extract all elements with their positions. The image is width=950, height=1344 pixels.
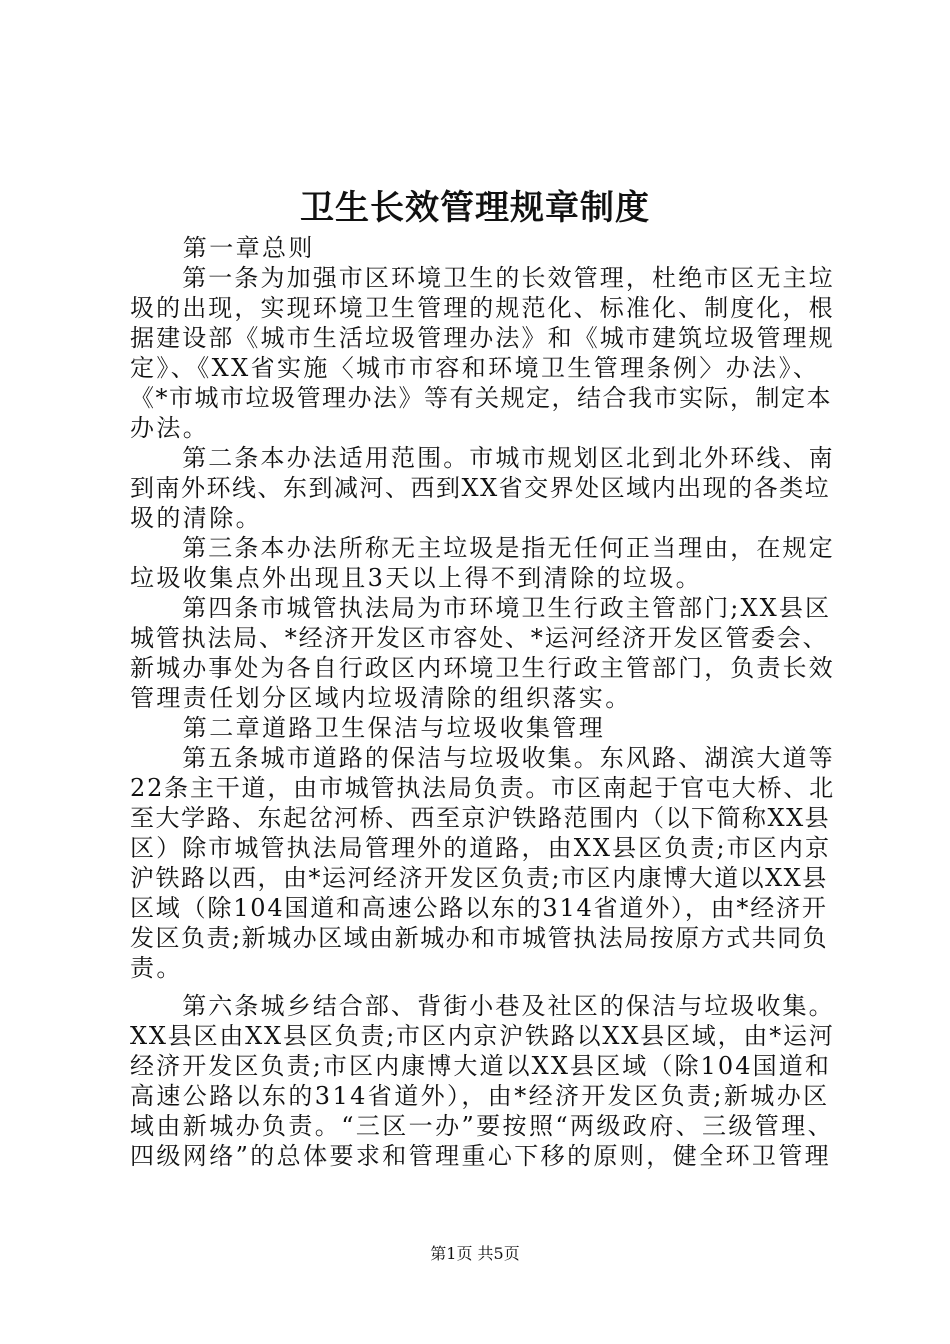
body-line: 高速公路以东的314省道外），由*经济开发区负责;新城办区 <box>130 1082 830 1110</box>
body-line: 区域（除104国道和高速公路以东的314省道外），由*经济开 <box>130 894 828 922</box>
body-line: 第二章道路卫生保洁与垃圾收集管理 <box>130 714 606 742</box>
body-line: 第三条本办法所称无主垃圾是指无任何正当理由，在规定 <box>130 534 835 562</box>
body-line: 至大学路、东起岔河桥、西至京沪铁路范围内（以下简称XX县 <box>130 804 831 832</box>
body-line: 定》、《XX省实施〈城市市容和环境卫生管理条例〉办法》、 <box>130 354 820 382</box>
body-line: 办法。 <box>130 414 210 442</box>
document-body <box>130 233 835 1171</box>
body-line: 圾的清除。 <box>130 504 262 532</box>
body-line: 第六条城乡结合部、背街小巷及社区的保洁与垃圾收集。 <box>130 992 835 1020</box>
body-line: 第一章总则 <box>130 234 315 262</box>
body-line: 四级网络”的总体要求和管理重心下移的原则，健全环卫管理 <box>130 1142 832 1170</box>
body-line: 域由新城办负责。“三区一办”要按照“两级政府、三级管理、 <box>130 1112 835 1140</box>
body-line: 第四条市城管执法局为市环境卫生行政主管部门;XX县区 <box>130 594 832 622</box>
body-line: 22条主干道，由市城管执法局负责。市区南起于官屯大桥、北 <box>130 774 835 802</box>
body-line: XX县区由XX县区负责;市区内京沪铁路以XX县区域，由*运河 <box>130 1022 835 1050</box>
body-line: 圾的出现，实现环境卫生管理的规范化、标准化、制度化，根 <box>130 294 835 322</box>
body-line: 《*市城市垃圾管理办法》等有关规定，结合我市实际，制定本 <box>130 384 832 412</box>
body-line: 到南外环线、东到减河、西到XX省交界处区域内出现的各类垃 <box>130 474 831 502</box>
body-line: 管理责任划分区域内垃圾清除的组织落实。 <box>130 684 632 712</box>
body-line: 第一条为加强市区环境卫生的长效管理，杜绝市区无主垃 <box>130 264 835 292</box>
page-footer: 第1页 共5页 <box>430 1244 520 1263</box>
body-line: 城管执法局、*经济开发区市容处、*运河经济开发区管委会、 <box>130 624 829 652</box>
body-line: 责。 <box>130 954 183 982</box>
body-line: 沪铁路以西，由*运河经济开发区负责;市区内康博大道以XX县 <box>130 864 828 892</box>
body-line: 新城办事处为各自行政区内环境卫生行政主管部门，负责长效 <box>130 654 835 682</box>
body-line: 据建设部《城市生活垃圾管理办法》和《城市建筑垃圾管理规 <box>130 324 835 352</box>
document-title: 卫生长效管理规章制度 <box>300 188 650 228</box>
body-line: 第二条本办法适用范围。市城市规划区北到北外环线、南 <box>130 444 835 472</box>
body-line: 第五条城市道路的保洁与垃圾收集。东风路、湖滨大道等 <box>130 744 835 772</box>
body-line: 垃圾收集点外出现且3天以上得不到清除的垃圾。 <box>130 564 703 592</box>
body-line: 发区负责;新城办区域由新城办和市城管执法局按原方式共同负 <box>130 924 829 952</box>
body-line: 经济开发区负责;市区内康博大道以XX县区域（除104国道和 <box>130 1052 831 1080</box>
body-line: 区）除市城管执法局管理外的道路，由XX县区负责;市区内京 <box>130 834 832 862</box>
